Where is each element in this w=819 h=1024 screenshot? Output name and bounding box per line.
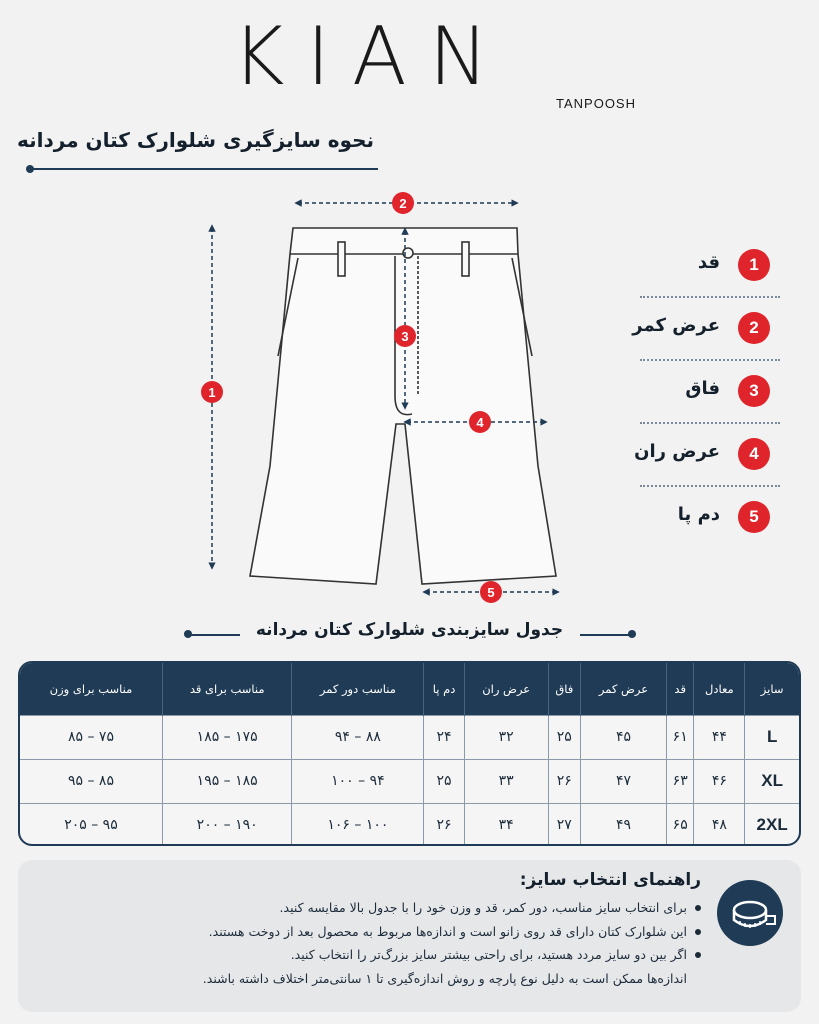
header-waist-width: عرض کمر	[580, 663, 666, 715]
table-row	[20, 803, 799, 846]
cell: ۸۵ – ۹۵	[20, 759, 162, 803]
cell: ۱۷۵ – ۱۸۵	[162, 715, 292, 759]
header-equivalent: معادل	[694, 663, 745, 715]
cell: ۴۴	[694, 715, 745, 759]
measuring-tape-icon	[717, 880, 783, 946]
marker-2: 2	[399, 196, 407, 211]
size-guide-title: راهنمای انتخاب سایز:	[519, 870, 701, 890]
cell: ۶۳	[666, 759, 693, 803]
title-underline	[28, 168, 378, 170]
legend-label: فاق	[685, 378, 720, 399]
header-size: سایز	[745, 663, 799, 715]
header-length: قد	[666, 663, 693, 715]
legend-number: 1	[738, 249, 770, 281]
legend-number: 3	[738, 375, 770, 407]
legend-item	[632, 298, 780, 361]
legend-item	[640, 361, 780, 424]
brand-name: KIAN	[232, 10, 511, 103]
table-row	[20, 715, 799, 759]
cell: ۷۵ – ۸۵	[20, 715, 162, 759]
shorts-diagram	[190, 186, 580, 606]
legend-item	[640, 235, 780, 298]
cell: ۲۶	[548, 759, 580, 803]
size-table-title: جدول سایزبندی شلوارک کتان مردانه	[255, 620, 564, 640]
legend-item	[634, 424, 780, 487]
cell: ۴۶	[694, 759, 745, 803]
cell-size: L	[745, 715, 799, 759]
legend-label: قد	[697, 252, 720, 273]
cell-size: XL	[745, 759, 799, 803]
legend-label: دم پا	[677, 504, 720, 525]
cell: ۳۳	[464, 759, 548, 803]
cell: ۲۷	[548, 803, 580, 846]
legend-item	[640, 487, 780, 550]
header-fit-height: مناسب برای قد	[162, 663, 292, 715]
brand-subtitle: TANPOOSH	[556, 96, 636, 111]
cell: ۱۰۰ – ۱۰۶	[292, 803, 424, 846]
shorts-outline	[250, 228, 556, 584]
cell: ۲۴	[424, 715, 464, 759]
cell: ۴۸	[694, 803, 745, 846]
legend-number: 5	[738, 501, 770, 533]
header-rise: فاق	[548, 663, 580, 715]
size-table	[18, 661, 801, 846]
legend-number: 4	[738, 438, 770, 470]
cell: ۲۵	[548, 715, 580, 759]
marker-1: 1	[208, 385, 216, 400]
cell: ۲۵	[424, 759, 464, 803]
cell: ۶۱	[666, 715, 693, 759]
header-fit-weight: مناسب برای وزن	[20, 663, 162, 715]
guide-item: این شلوارک کتان دارای قد روی زانو است و اندازه‌ها مربوط به محصول بعد از دوخت هستند.	[51, 920, 701, 944]
cell: ۱۸۵ – ۱۹۵	[162, 759, 292, 803]
cell: ۴۹	[580, 803, 666, 846]
guide-note: اندازه‌ها ممکن است به دلیل نوع پارچه و روش اندازه‌گیری تا ۱ سانتی‌متر اختلاف داشته باشند.	[202, 970, 687, 986]
header-fit-waist: مناسب دور کمر	[292, 663, 424, 715]
cell: ۹۴ – ۱۰۰	[292, 759, 424, 803]
cell: ۴۷	[580, 759, 666, 803]
legend-label: عرض کمر	[632, 315, 720, 336]
page-title: نحوه سایزگیری شلوارک کتان مردانه	[17, 128, 374, 152]
cell: ۴۵	[580, 715, 666, 759]
cell: ۸۸ – ۹۴	[292, 715, 424, 759]
guide-item: اگر بین دو سایز مردد هستید، برای راحتی بیشتر سایز بزرگ‌تر را انتخاب کنید.	[51, 943, 701, 967]
marker-3: 3	[401, 329, 409, 344]
header-hem: دم پا	[424, 663, 464, 715]
table-row	[20, 759, 799, 803]
guide-item: برای انتخاب سایز مناسب، دور کمر، قد و وزن خود را با جدول بالا مقایسه کنید.	[51, 896, 701, 920]
size-guide-list	[51, 896, 701, 990]
measurement-legend	[632, 235, 780, 550]
cell: ۳۴	[464, 803, 548, 846]
marker-4: 4	[476, 415, 484, 430]
title-underline-dot	[26, 165, 34, 173]
cell: ۹۵ – ۲۰۵	[20, 803, 162, 846]
marker-5: 5	[487, 585, 495, 600]
cell: ۲۶	[424, 803, 464, 846]
table-header-row	[20, 663, 799, 715]
cell: ۱۹۰ – ۲۰۰	[162, 803, 292, 846]
cell: ۶۵	[666, 803, 693, 846]
cell-size: 2XL	[745, 803, 799, 846]
legend-label: عرض ران	[634, 441, 720, 462]
size-guide-box	[18, 860, 801, 1012]
header-thigh-width: عرض ران	[464, 663, 548, 715]
cell: ۳۲	[464, 715, 548, 759]
brand-logo	[232, 10, 642, 111]
legend-number: 2	[738, 312, 770, 344]
